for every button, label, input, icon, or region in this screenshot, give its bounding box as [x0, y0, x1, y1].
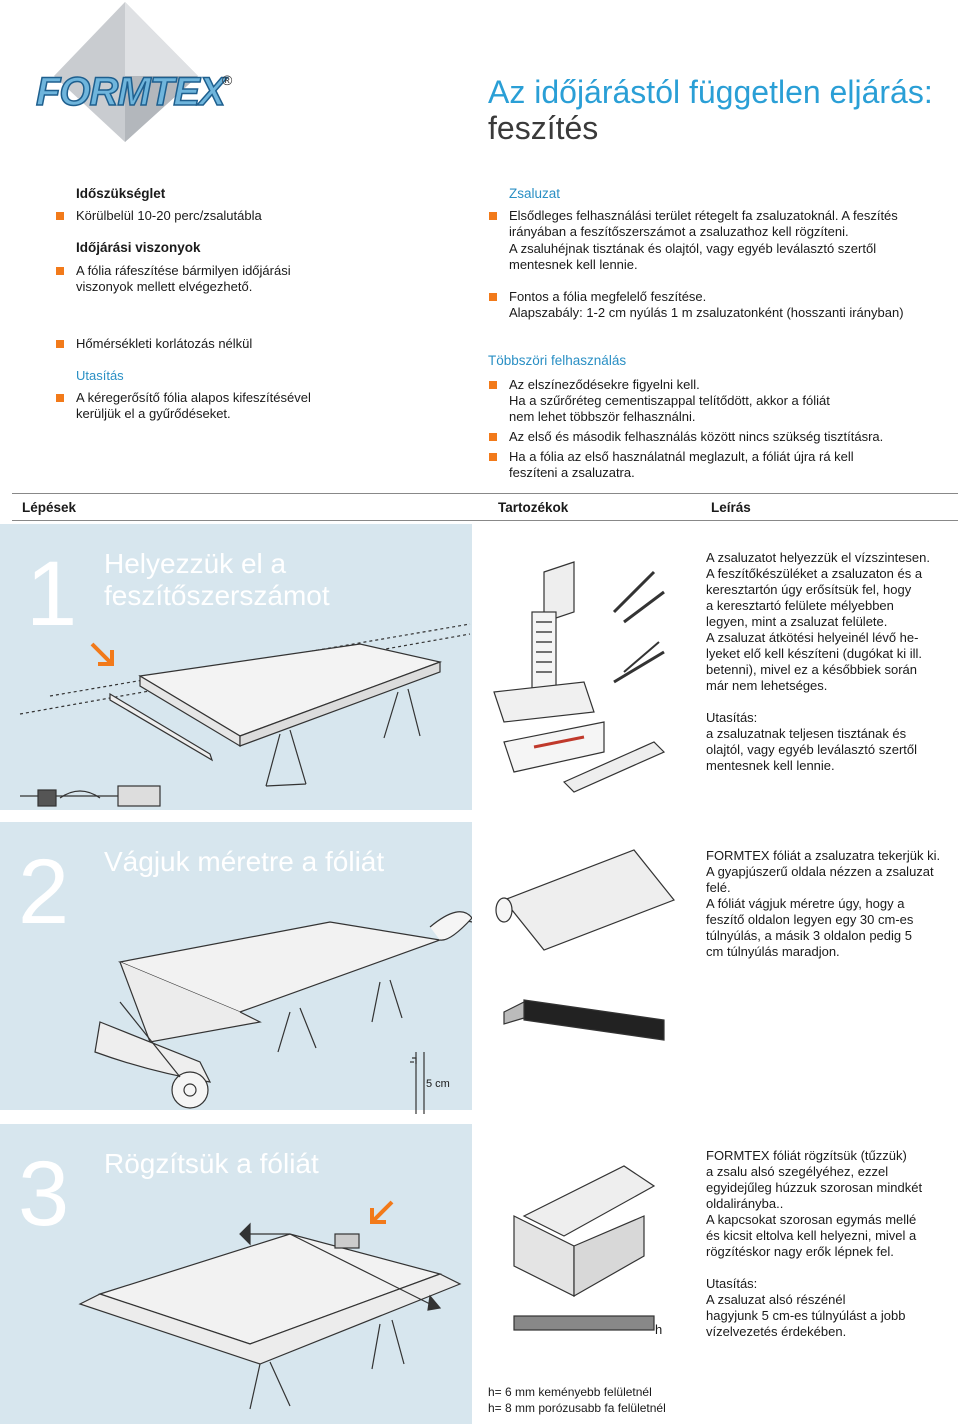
step-1-note-1: a zsaluzatnak teljesen tisztának és: [706, 726, 907, 741]
step-2-desc-2: A gyapjúszerű oldala nézzen a zsaluzat: [706, 864, 934, 879]
step-3-desc-5: A kapcsokat szorosan egymás mellé: [706, 1212, 917, 1227]
formwork-p1-2: irányában a feszítőszerszámot a zsaluzathoz kell rögzíteni.: [509, 224, 849, 239]
temperature-text: Hőmérsékleti korlátozás nélkül: [76, 336, 253, 351]
time-heading: Időszükséglet: [76, 186, 166, 201]
step-1-desc-9: már nem lehetséges.: [706, 678, 828, 693]
step-1-desc-7: lyeket elő kell készíteni (dugókat ki ill.: [706, 646, 923, 661]
step-3-staple-note-1: h= 6 mm keményebb felületnél: [488, 1385, 652, 1399]
page-title-line2: feszítés: [488, 110, 599, 146]
step-2-dimension-label: 5 cm: [426, 1078, 450, 1090]
step-1-desc-2: A feszítőkészüléket a zsaluzaton és a: [706, 566, 923, 581]
reuse-p3-1: Ha a fólia az első használatnál meglazult, a fóliát újra rá kell: [509, 449, 854, 464]
bullet-icon: [56, 267, 64, 275]
column-header-steps: Lépések: [22, 500, 77, 515]
instruction-text-2: kerüljük el a gyűrődéseket.: [76, 406, 231, 421]
step-3-note-heading: Utasítás:: [706, 1276, 758, 1291]
step-3-desc-4: oldalirányba..: [706, 1196, 784, 1211]
logo-registered: ®: [222, 72, 233, 88]
step-1-note-2: olajtól, vagy egyéb leválasztó szertől: [706, 742, 918, 757]
step-3-desc-2: a zsalu alsó szegélyéhez, ezzel: [706, 1164, 889, 1179]
reuse-p1-3: nem lehet többször felhasználni.: [509, 409, 696, 424]
instruction-heading: Utasítás: [76, 368, 124, 383]
reuse-heading: Többszöri felhasználás: [488, 353, 627, 368]
weather-text-2: viszonyok mellett elvégezhető.: [76, 279, 253, 294]
step-2-illustration: [0, 822, 472, 1110]
step-2-desc-7: cm túlnyúlás maradjon.: [706, 944, 840, 959]
step-1-illustration: [0, 524, 472, 810]
reuse-p3-2: feszíteni a zsaluzatra.: [509, 465, 635, 480]
step-3-desc-6: és kicsit eltolva kell helyezni, mivel a: [706, 1228, 917, 1243]
step-2-desc-3: felé.: [706, 880, 731, 895]
step-1-note-3: mentesnek kell lennie.: [706, 758, 835, 773]
step-2-desc-4: A fóliát vágjuk méretre úgy, hogy a: [706, 896, 905, 911]
bullet-icon: [56, 340, 64, 348]
step-3-number: 3: [18, 1143, 70, 1245]
page-title-line1: Az időjárástól független eljárás:: [488, 74, 933, 110]
bullet-icon: [56, 212, 64, 220]
step-3-title-1: Rögzítsük a fóliát: [104, 1148, 319, 1179]
step-3-desc-7: rögzítéskor nagy erők lépnek fel.: [706, 1244, 894, 1259]
step-2-desc-5: feszítő oldalon legyen egy 30 cm-es: [706, 912, 914, 927]
divider: [12, 493, 958, 494]
column-header-description: Leírás: [711, 500, 751, 515]
step-1-desc-3: keresztartón úgy erősítsük fel, hogy: [706, 582, 912, 597]
step-2-desc-6: túlnyúlás, a másik 3 oldalon pedig 5: [706, 928, 912, 943]
step-3-note-1: A zsaluzat alsó részénél: [706, 1292, 846, 1307]
step-3-illustration: [0, 1124, 472, 1424]
step-1-desc-1: A zsaluzatot helyezzük el vízszintesen.: [706, 550, 931, 565]
formwork-p1-3: A zsaluhéjnak tisztának és olajtól, vagy egyéb leválasztó szertől: [509, 241, 877, 256]
bullet-icon: [489, 293, 497, 301]
column-header-accessories: Tartozékok: [498, 500, 569, 515]
reuse-p2: Az első és második felhasználás között nincs szükség tisztításra.: [509, 429, 884, 444]
step-1-desc-8: betenni), mivel ez a későbbiek során: [706, 662, 918, 677]
step-3-desc-3: egyidejűleg húzzuk szorosan mindkét: [706, 1180, 923, 1195]
step-1-desc-6: A zsaluzat átkötési helyeinél lévő he-: [706, 630, 919, 645]
bullet-icon: [489, 381, 497, 389]
bullet-icon: [489, 433, 497, 441]
formwork-p2-1: Fontos a fólia megfelelő feszítése.: [509, 289, 707, 304]
step-3-staple-note-2: h= 8 mm porózusabb fa felületnél: [488, 1401, 666, 1415]
step-1-number: 1: [26, 543, 78, 645]
step-1-title-2: feszítőszerszámot: [104, 580, 330, 611]
formwork-p1-4: mentesnek kell lennie.: [509, 257, 638, 272]
step-3-accessories: [484, 1146, 684, 1346]
formwork-p2-2: Alapszabály: 1-2 cm nyúlás 1 m zsaluzatonként (hosszanti irányban): [509, 305, 904, 320]
staple-h-label: h: [655, 1322, 663, 1337]
bullet-icon: [489, 453, 497, 461]
weather-heading: Időjárási viszonyok: [76, 240, 201, 255]
step-2-accessories: [484, 840, 684, 1060]
formwork-heading: Zsaluzat: [509, 186, 561, 201]
logo-text: FORMTEX: [36, 70, 225, 114]
bullet-icon: [56, 394, 64, 402]
step-2-title-1: Vágjuk méretre a fóliát: [104, 846, 385, 877]
time-text: Körülbelül 10-20 perc/zsalutábla: [76, 208, 262, 223]
step-2-number: 2: [18, 841, 70, 943]
logo: [30, 0, 240, 150]
step-3-note-3: vízelvezetés érdekében.: [706, 1324, 847, 1339]
step-1-title-1: Helyezzük el a: [104, 548, 287, 579]
bullet-icon: [489, 212, 497, 220]
step-1-desc-5: legyen, mint a zsaluzat felülete.: [706, 614, 888, 629]
step-2-desc-1: FORMTEX fóliát a zsaluzatra tekerjük ki.: [706, 848, 941, 863]
reuse-p1-2: Ha a szűrőréteg cementiszappal telítődött, akkor a fóliát: [509, 393, 830, 408]
reuse-p1-1: Az elszíneződésekre figyelni kell.: [509, 377, 700, 392]
step-3-note-2: hagyjunk 5 cm-es túlnyúlást a jobb: [706, 1308, 906, 1323]
divider: [12, 520, 958, 521]
step-1-note-heading: Utasítás:: [706, 710, 758, 725]
step-1-accessories: [484, 552, 684, 832]
formwork-p1-1: Elsődleges felhasználási terület rétegelt fa zsaluzatoknál. A feszítés: [509, 208, 898, 223]
step-1-desc-4: a keresztartó felülete mélyebben: [706, 598, 894, 613]
instruction-text-1: A kéregerősítő fólia alapos kifeszítésével: [76, 390, 311, 405]
weather-text-1: A fólia ráfeszítése bármilyen időjárási: [76, 263, 291, 278]
step-3-desc-1: FORMTEX fóliát rögzítsük (tűzzük): [706, 1148, 907, 1163]
